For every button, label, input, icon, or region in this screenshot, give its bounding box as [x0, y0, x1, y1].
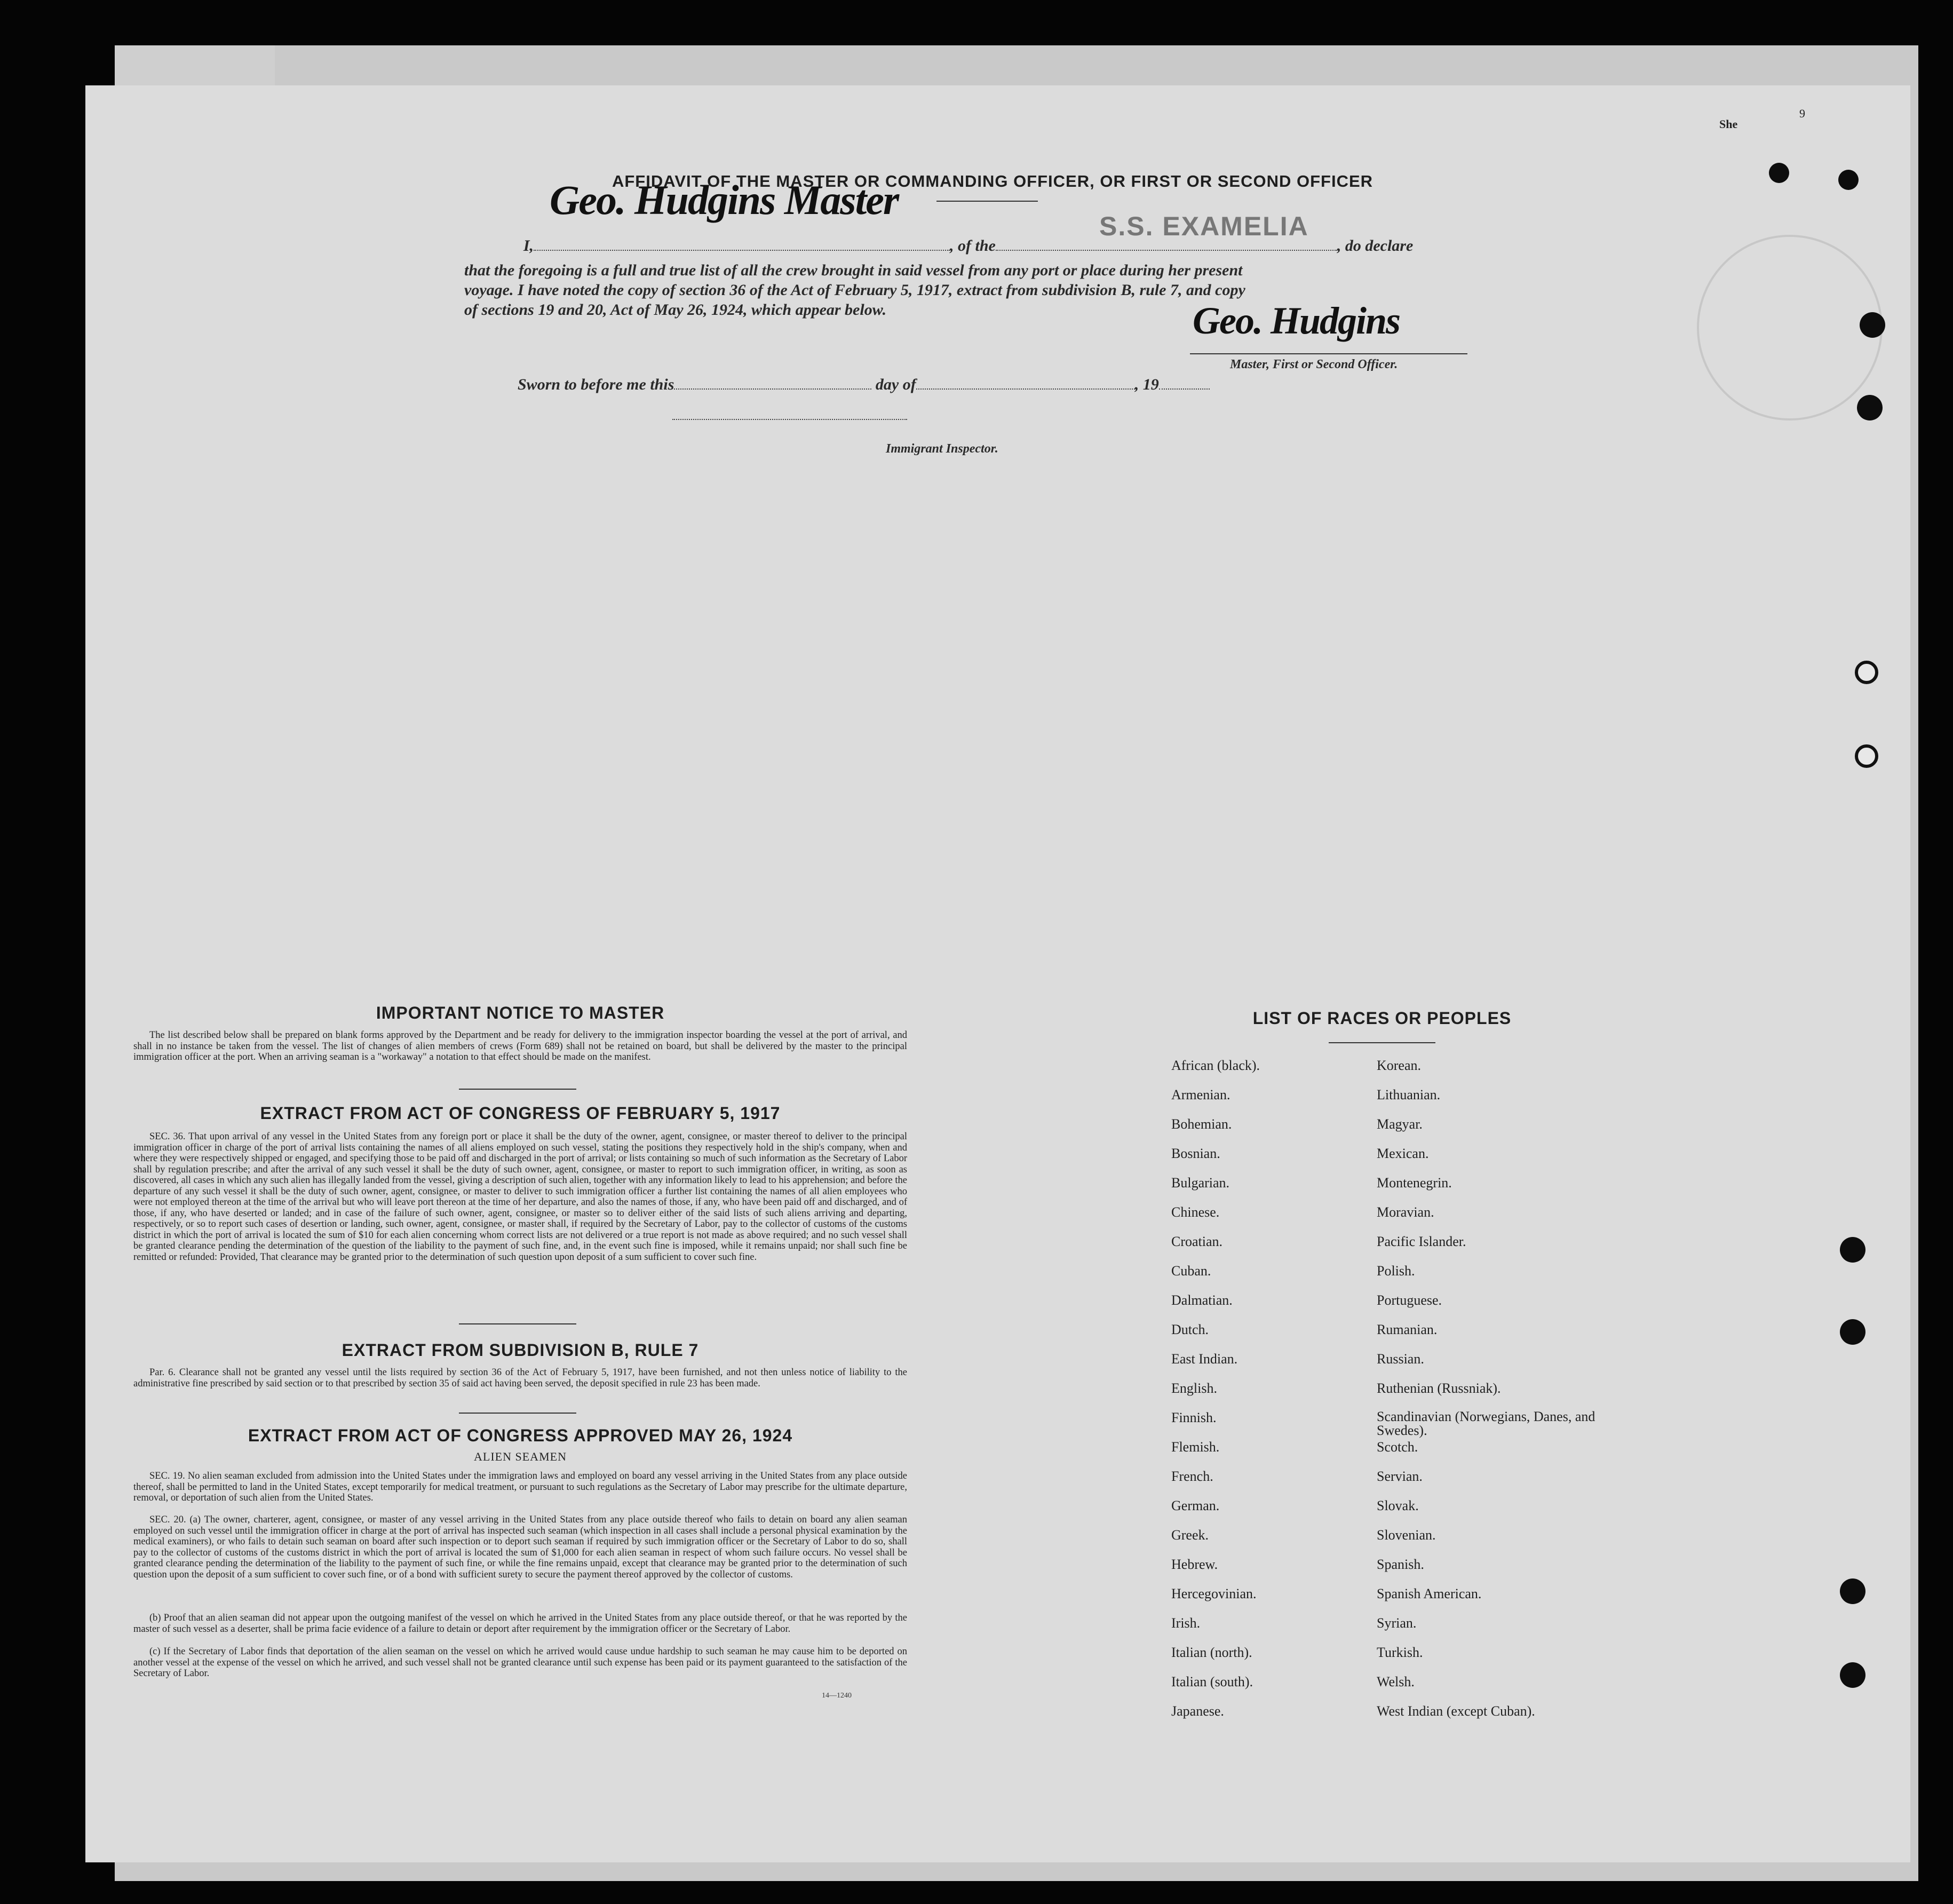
extract-rule7-heading: EXTRACT FROM SUBDIVISION B, RULE 7	[342, 1340, 699, 1360]
affidavit-line-1	[464, 236, 1510, 256]
affidavit-line-4: of sections 19 and 20, Act of May 26, 1924, which appear below.	[464, 301, 887, 319]
race-item: Cuban.	[1171, 1263, 1211, 1279]
race-item: Syrian.	[1377, 1615, 1417, 1631]
binder-hole	[1769, 163, 1789, 183]
race-item: Dutch.	[1171, 1322, 1209, 1337]
inspector-caption: Immigrant Inspector.	[886, 442, 998, 456]
race-item: Mexican.	[1377, 1146, 1429, 1161]
divider	[1329, 1042, 1435, 1043]
races-heading: LIST OF RACES OR PEOPLES	[1252, 1009, 1512, 1028]
race-item: Korean.	[1377, 1058, 1422, 1073]
binder-hole	[1855, 744, 1878, 768]
master-signature: Geo. Hudgins	[1193, 299, 1400, 342]
binder-hole	[1840, 1578, 1865, 1604]
race-item: Greek.	[1171, 1527, 1209, 1543]
i-prefix: I,	[523, 237, 534, 255]
binder-hole	[1855, 661, 1878, 684]
sworn-line	[518, 375, 1265, 395]
race-item: English.	[1171, 1381, 1217, 1396]
race-item: Bosnian.	[1171, 1146, 1220, 1161]
race-item: Dalmatian.	[1171, 1292, 1233, 1308]
signature-line	[1190, 353, 1467, 354]
race-item: Finnish.	[1171, 1410, 1217, 1425]
extract-1924-heading: EXTRACT FROM ACT OF CONGRESS APPROVED MAY 26, 1924	[248, 1426, 793, 1445]
race-item: Rumanian.	[1377, 1322, 1438, 1337]
do-declare-text: , do declare	[1337, 237, 1414, 255]
binder-hole	[1840, 1662, 1865, 1688]
alien-seamen-subheading: ALIEN SEAMEN	[474, 1450, 567, 1463]
race-item: African (black).	[1171, 1058, 1260, 1073]
race-item: Hebrew.	[1171, 1557, 1218, 1572]
race-item: East Indian.	[1171, 1351, 1238, 1367]
form-number: 14—1240	[822, 1692, 852, 1700]
sec-19-body: SEC. 19. No alien seaman excluded from admission into the United States under the immigration laws and employed on board any vessel arriving in the United States from any place outside thereof, shall be permitted to land in the United States, except temporarily for medical treatment, or pursuant to such regulations as the Secretary of Labor may prescribe for the ultimate departure, removal, or deportation of such alien from the United States.	[133, 1471, 907, 1503]
race-item: Slovak.	[1377, 1498, 1419, 1513]
race-item: Croatian.	[1171, 1234, 1223, 1249]
race-item: Moravian.	[1377, 1204, 1434, 1220]
binder-hole	[1838, 170, 1859, 190]
day-of-text: day of	[875, 376, 916, 393]
race-item: West Indian (except Cuban).	[1377, 1703, 1535, 1719]
extract-1917-body: SEC. 36. That upon arrival of any vessel in the United States from any foreign port or place it shall be the duty of the owner, agent, consignee, or master thereof to deliver to the principal immigration officer in charge of the port of arrival lists containing the names of all aliens employed on such vessel, stating the positions they respectively hold in the ship's company, when and where they were respectively shipped or engaged, and specifying those to be paid off and discharged in the port of arrival; or lists containing so much of such information as the Secretary of Labor shall by regulation prescribe; and after the arrival of any such vessel it shall be the duty of such owner, agent, consignee, or master to report to such immigration officer, in writing, as soon as discovered, all cases in which any such alien has illegally landed from the vessel, giving a description of such alien, together with any information likely to lead to his apprehension; and before the departure of any such vessel it shall be the duty of such owner, agent, consignee, or master to deliver to such immigration officer a further list containing the names of all alien employees who were not employed thereon at the time of the arrival but who will leave port thereon at the time of her departure, and also the names of those, if any, who have been paid off and discharged, and of those, if any, who have deserted or landed; and in case of the failure of such owner, agent, consignee, or master so to deliver either of the said lists of such aliens arriving and departing, respectively, or so to report such cases of desertion or landing, such owner, agent, consignee, or master shall, if required by the Secretary of Labor, pay to the collector of customs of the customs district in which the port of arrival is located the sum of $10 for each alien concerning whom correct lists are not delivered or a true report is not made as above required; and no such vessel shall be granted clearance pending the determination of the question of the liability to the payment of such fine, and, in the event such fine is imposed, while it remains unpaid; nor shall such fine be remitted or refunded: Provided, That clearance may be granted prior to the determination of such question upon deposit of a sum sufficient to cover such fine.	[133, 1131, 907, 1263]
notice-heading: IMPORTANT NOTICE TO MASTER	[376, 1003, 665, 1022]
race-item: Italian (north).	[1171, 1645, 1252, 1660]
race-item: Armenian.	[1171, 1087, 1230, 1102]
sec-20a-body: SEC. 20. (a) The owner, charterer, agent, consignee, or master of any vessel arriving in the United States from any place outside thereof who fails to detain on board any alien seaman employed on such vessel until the immigration officer in charge at the port of arrival has inspected such seaman (which inspection in all cases shall include a personal physical examination by the medical examiners), or who fails to detain such seaman on board after such inspection or to deport such seaman if required by such immigration officer or the Secretary of Labor to do so, shall pay to the collector of customs of the customs district in which the port of arrival is located the sum of $1,000 for each alien seaman in respect of whom such failure occurs. No vessel shall be granted clearance pending the determination of the liability to the payment of such fine, or while the fine remains unpaid, except that clearance may be granted prior to the determination of such question upon the deposit of a sum sufficient to cover such fine, or of a bond with sufficient surety to secure the payment thereof approved by the collector of customs.	[133, 1514, 907, 1580]
race-item: Japanese.	[1171, 1703, 1224, 1719]
divider	[459, 1323, 576, 1324]
race-item: German.	[1171, 1498, 1220, 1513]
vessel-name-stamp: S.S. EXAMELIA	[1099, 211, 1309, 241]
race-item: Polish.	[1377, 1263, 1415, 1279]
divider	[459, 1089, 576, 1090]
of-the-text: , of the	[950, 237, 996, 255]
race-item: Hercegovinian.	[1171, 1586, 1257, 1601]
binder-hole	[1840, 1237, 1865, 1263]
race-item: Servian.	[1377, 1469, 1423, 1484]
binder-hole	[1860, 312, 1885, 338]
master-name-signature: Geo. Hudgins Master	[550, 177, 899, 223]
binder-hole	[1840, 1319, 1865, 1345]
sec-20b-body: (b) Proof that an alien seaman did not appear upon the outgoing manifest of the vessel on which he arrived in the United States from any place outside thereof, or that he was reported by the master of such vessel as a deserter, shall be prima facie evidence of a failure to detain or deport after requirement by the immigration officer or the Secretary of Labor.	[133, 1613, 907, 1635]
race-item: Irish.	[1171, 1615, 1201, 1631]
race-item: Welsh.	[1377, 1674, 1415, 1689]
race-item: Russian.	[1377, 1351, 1424, 1367]
race-item: Flemish.	[1171, 1439, 1220, 1455]
race-item: Chinese.	[1171, 1204, 1220, 1220]
sheet-number: 9	[1799, 107, 1805, 120]
inspector-line	[672, 419, 907, 420]
race-item: Portuguese.	[1377, 1292, 1442, 1308]
race-item: Pacific Islander.	[1377, 1234, 1466, 1249]
affidavit-line-2: that the foregoing is a full and true list of all the crew brought in said vessel from any port or place during her present	[464, 261, 1243, 279]
race-item: Slovenian.	[1377, 1527, 1436, 1543]
race-item: Turkish.	[1377, 1645, 1423, 1660]
affidavit-line-3: voyage. I have noted the copy of section 36 of the Act of February 5, 1917, extract from subdivision B, rule 7, and copy	[464, 281, 1245, 299]
extract-1917-heading: EXTRACT FROM ACT OF CONGRESS OF FEBRUARY 5, 1917	[260, 1104, 781, 1123]
notice-body: The list described below shall be prepared on blank forms approved by the Department and be ready for delivery to the immigration inspector boarding the vessel at the port of arrival, and shall in no instance be taken from the vessel. The list of changes of alien members of crews (Form 689) shall not be retained on board, but shall be delivered by the master to the principal immigration officer at the port. When an arriving seaman is a "workaway" a notation to that effect should be made on the manifest.	[133, 1030, 907, 1062]
race-item: Italian (south).	[1171, 1674, 1253, 1689]
binder-hole	[1857, 395, 1883, 421]
race-item: Bohemian.	[1171, 1116, 1232, 1132]
races-right-column	[1377, 1058, 1601, 1733]
sheet-label: She	[1719, 117, 1738, 131]
extract-rule7-body: Par. 6. Clearance shall not be granted any vessel until the lists required by section 36 of the Act of February 5, 1917, have been furnished, and not then unless notice of liability to the administrative fine prescribed by said section or to that prescribed by section 35 of said act having been served, the deposit specified in rule 23 has been made.	[133, 1367, 907, 1389]
divider	[936, 201, 1038, 202]
races-left-column	[1171, 1058, 1260, 1733]
sec-20c-body: (c) If the Secretary of Labor finds that deportation of the alien seaman on the vessel on which he arrived would cause undue hardship to such seaman he may cause him to be deported on another vessel at the expense of the vessel on which he arrived, and such vessel shall not be granted clearance until such expense has been paid or its payment guaranteed to the satisfaction of the Secretary of Labor.	[133, 1646, 907, 1679]
race-item: Spanish American.	[1377, 1586, 1482, 1601]
race-item: Bulgarian.	[1171, 1175, 1230, 1191]
race-item: Scotch.	[1377, 1439, 1418, 1455]
faded-seal	[1697, 235, 1883, 421]
race-item: Magyar.	[1377, 1116, 1423, 1132]
divider	[459, 1413, 576, 1414]
race-item: Spanish.	[1377, 1557, 1424, 1572]
race-item: Montenegrin.	[1377, 1175, 1452, 1191]
race-item: Ruthenian (Russniak).	[1377, 1381, 1501, 1396]
sworn-prefix: Sworn to before me this	[518, 376, 674, 393]
document-page	[85, 85, 1910, 1862]
affidavit-heading: AFFIDAVIT OF THE MASTER OR COMMANDING OFFICER, OR FIRST OR SECOND OFFICER	[612, 172, 1374, 191]
race-item: French.	[1171, 1469, 1213, 1484]
year-prefix: , 19	[1134, 376, 1159, 393]
race-item: Lithuanian.	[1377, 1087, 1441, 1102]
master-caption: Master, First or Second Officer.	[1230, 358, 1398, 371]
race-item: Scandinavian (Norwegians, Danes, and Swedes).	[1377, 1409, 1595, 1438]
